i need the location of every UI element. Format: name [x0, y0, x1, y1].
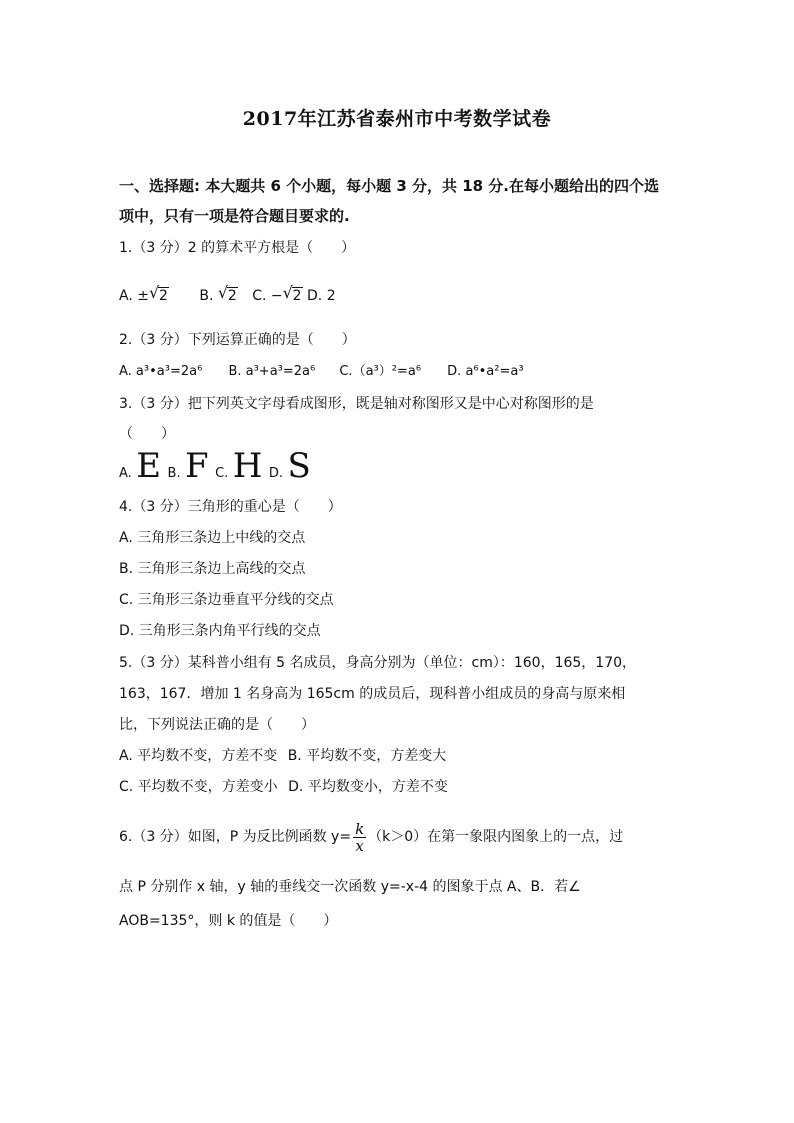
q1-option-d: D. 2	[307, 288, 336, 304]
q1-option-c	[252, 283, 302, 306]
q1-option-a-radicand: 2	[158, 288, 168, 304]
q1-option-b-label: B.	[199, 288, 218, 304]
sqrt-icon: √ 2	[282, 283, 302, 304]
q5-stem-line-3: 比，下列说法正确的是（ ）	[119, 717, 315, 733]
q3-option-d-label: D.	[268, 466, 284, 481]
q3-option-d-letter: S	[287, 446, 311, 486]
q3-stem-line-1: 3.（3 分）把下列英文字母看成图形，既是轴对称图形又是中心对称图形的是	[119, 396, 594, 412]
q1-option-c-label: C. −	[252, 288, 283, 304]
q5-options-row-1	[119, 746, 446, 766]
fraction-denominator: x	[355, 836, 364, 855]
q3-option-b-label: B.	[167, 466, 181, 481]
q1-option-c-radicand: 2	[292, 288, 302, 304]
q6-stem-post: （k＞0）在第一象限内图象上的一点，过	[368, 829, 624, 845]
q3-stem-line-2: （ ）	[119, 426, 175, 442]
q2-option-b: B. a³+a³=2a⁶	[228, 364, 316, 379]
q6-stem-line-3: AOB=135°，则 k 的值是（ ）	[119, 913, 338, 929]
q3-option-c-label: C.	[215, 466, 229, 481]
q2-option-a: A. a³•a³=2a⁶	[119, 364, 203, 379]
q2-option-d: D. a⁶•a²=a³	[447, 364, 524, 379]
q1-options	[119, 283, 336, 306]
q1-option-a	[119, 283, 169, 306]
q3-options	[119, 446, 313, 494]
q3-option-a-letter: E	[136, 446, 162, 486]
q3-option-c-letter: H	[232, 446, 263, 486]
q3-option-b-letter: F	[185, 446, 209, 486]
section-heading-line-1: 一、选择题: 本大题共 6 个小题，每小题 3 分，共 18 分.在每小题给出的四个选	[119, 177, 660, 195]
section-heading-line-2: 项中，只有一项是符合题目要求的.	[119, 207, 350, 225]
q4-option-b: B. 三角形三条边上高线的交点	[119, 561, 306, 577]
q2-option-c: C.（a³）²=a⁶	[339, 364, 422, 379]
q1-option-a-label: A. ±	[119, 288, 149, 304]
q1-option-b	[199, 283, 237, 306]
q2-stem: 2.（3 分）下列运算正确的是（ ）	[119, 332, 356, 348]
q1-option-b-radicand: 2	[227, 288, 237, 304]
q6-stem-line-1	[119, 820, 623, 854]
q3-option-a-label: A.	[119, 466, 132, 481]
sqrt-icon: √ 2	[148, 283, 168, 304]
q5-option-b: B. 平均数不变，方差变大	[287, 748, 447, 764]
q5-option-c: C. 平均数不变，方差变小	[119, 779, 278, 795]
q4-stem: 4.（3 分）三角形的重心是（ ）	[119, 499, 342, 515]
q1-stem: 1.（3 分）2 的算术平方根是（ ）	[119, 240, 356, 256]
q6-stem-pre: 6.（3 分）如图，P 为反比例函数 y=	[119, 829, 352, 845]
fraction-numerator: k	[355, 819, 365, 838]
q5-option-a: A. 平均数不变，方差不变	[119, 748, 278, 764]
q4-option-a: A. 三角形三条边上中线的交点	[119, 530, 306, 546]
q5-option-d: D. 平均数变小，方差不变	[288, 779, 448, 795]
q2-options	[119, 362, 524, 382]
q5-stem-line-1: 5.（3 分）某科普小组有 5 名成员，身高分别为（单位：cm）：160，165，170，	[119, 655, 637, 671]
fraction-k-over-x	[353, 821, 366, 854]
q6-stem-line-2: 点 P 分别作 x 轴，y 轴的垂线交一次函数 y=-x-4 的图象于点 A、B．若∠	[119, 879, 581, 895]
q5-options-row-2	[119, 777, 448, 797]
q5-stem-line-2: 163，167．增加 1 名身高为 165cm 的成员后，现科普小组成员的身高与原来相	[119, 686, 626, 702]
q4-option-d: D. 三角形三条内角平行线的交点	[119, 623, 321, 639]
sqrt-icon: √ 2	[217, 283, 237, 304]
page-title: 2017年江苏省泰州市中考数学试卷	[242, 108, 552, 130]
q4-option-c: C. 三角形三条边垂直平分线的交点	[119, 592, 334, 608]
